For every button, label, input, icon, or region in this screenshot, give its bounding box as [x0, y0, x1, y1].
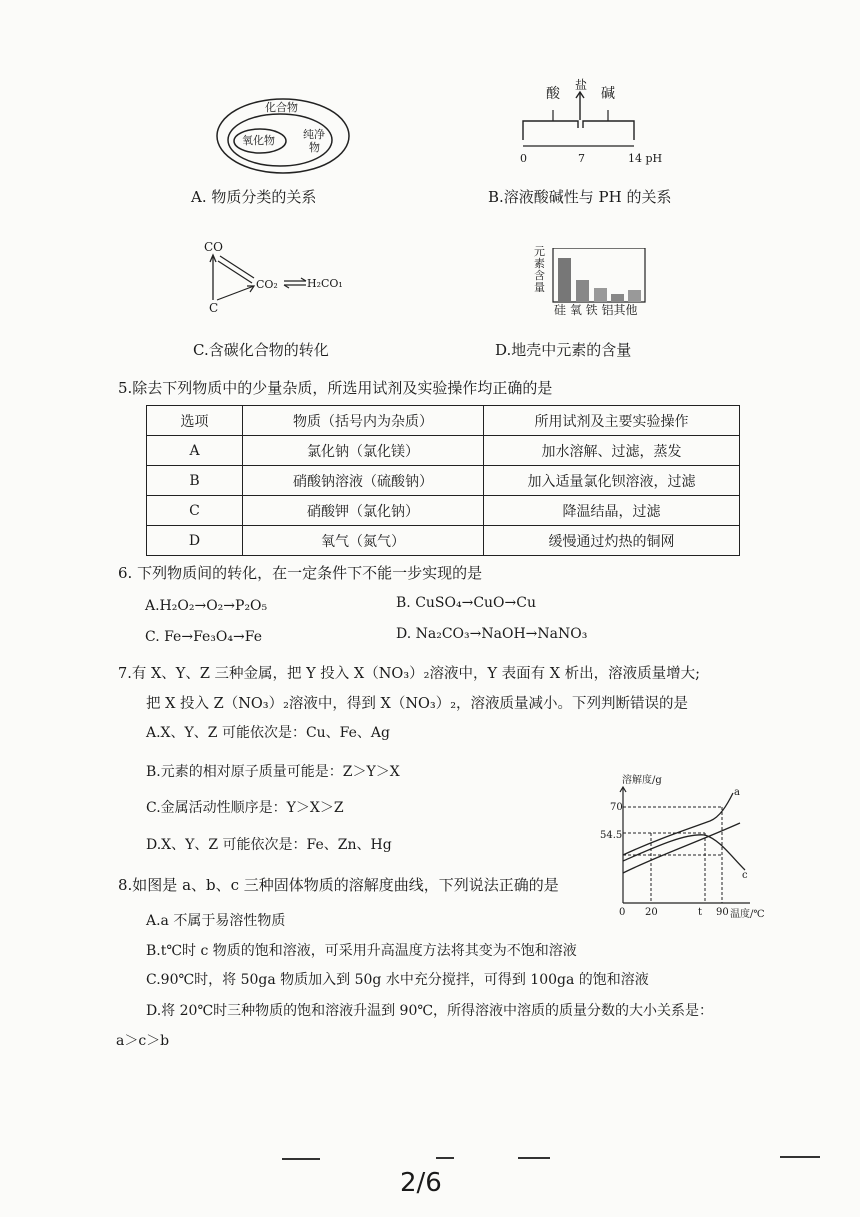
tick-xt: t: [698, 907, 703, 918]
q6-stem: 6. 下列物质间的转化，在一定条件下不能一步实现的是: [118, 564, 483, 582]
label-pure-b: 物: [309, 141, 320, 154]
graph-y-label: 溶解度/g: [622, 775, 662, 786]
tick-14: 14 pH: [628, 152, 663, 165]
table-row: [147, 466, 740, 496]
graph-x-label: 温度/℃: [730, 909, 765, 920]
label-pure-a: 纯净: [303, 128, 325, 141]
solubility-curves: [615, 785, 755, 910]
q7-option-c: C.金属活动性顺序是：Y＞X＞Z: [146, 800, 344, 816]
page-number: 2/6: [400, 1168, 442, 1198]
cell: 加水溶解、过滤，蒸发: [484, 436, 740, 466]
ph-bracket-diagram: [518, 90, 648, 152]
q7-option-b: B.元素的相对原子质量可能是：Z＞Y＞X: [146, 764, 400, 780]
cell: 氯化钠（氯化镁）: [243, 436, 484, 466]
label-co: CO: [204, 240, 224, 254]
q8-stem: 8.如图是 a、b、c 三种固体物质的溶解度曲线，下列说法正确的是: [118, 876, 559, 894]
footer-dash: [780, 1156, 820, 1158]
q5-table: [146, 405, 740, 556]
q6-option-c: C. Fe→Fe₃O₄→Fe: [145, 629, 262, 645]
label-base: 碱: [601, 86, 615, 102]
q7-option-d: D.X、Y、Z 可能依次是：Fe、Zn、Hg: [146, 837, 392, 853]
cell: B: [147, 466, 243, 496]
footer-dash: [282, 1158, 320, 1160]
cell: D: [147, 526, 243, 556]
table-row: [147, 526, 740, 556]
label-h2co3: H₂CO₁: [307, 277, 343, 290]
cell: C: [147, 496, 243, 526]
tick-54-5: 54.5: [600, 830, 623, 841]
tick-x20: 20: [645, 907, 658, 918]
header-cell: 选项: [147, 406, 243, 436]
x-axis-labels: 硅 氧 铁 铝其他: [554, 303, 638, 317]
cell: 缓慢通过灼热的铜网: [484, 526, 740, 556]
tick-0: 0: [520, 152, 527, 165]
q8-option-c: C.90℃时，将 50ga 物质加入到 50g 水中充分搅拌，可得到 100ga 的饱和溶液: [146, 972, 649, 988]
cell: 氧气（氮气）: [243, 526, 484, 556]
cell: 降温结晶，过滤: [484, 496, 740, 526]
q8-option-d-line2: a＞c＞b: [116, 1033, 170, 1049]
cell: 硝酸钠溶液（硫酸钠）: [243, 466, 484, 496]
q8-option-b: B.t℃时 c 物质的饱和溶液，可采用升高温度方法将其变为不饱和溶液: [146, 943, 577, 959]
q8-option-d-line1: D.将 20℃时三种物质的饱和溶液升温到 90℃，所得溶液中溶质的质量分数的大小关系是：: [146, 1003, 714, 1019]
label-c: C: [209, 301, 219, 315]
carbon-arrows: [200, 250, 310, 310]
q5-stem: 5.除去下列物质中的少量杂质，所选用试剂及实验操作均正确的是: [118, 379, 553, 397]
q7-stem-line2: 把 X 投入 Z（NO₃）₂溶液中，得到 X（NO₃）₂，溶液质量减小。下列判断错误的是: [146, 696, 689, 712]
q7-option-a: A.X、Y、Z 可能依次是：Cu、Fe、Ag: [146, 725, 390, 741]
header-cell: 所用试剂及主要实验操作: [484, 406, 740, 436]
label-compound: 化合物: [265, 101, 298, 114]
tick-70: 70: [610, 802, 623, 813]
cell: 硝酸钾（氯化钠）: [243, 496, 484, 526]
y-label-char: 含: [534, 269, 545, 282]
caption-c: C.含碳化合物的转化: [193, 341, 329, 359]
y-axis-label: [534, 246, 548, 294]
q8-option-a: A.a 不属于易溶性物质: [146, 913, 286, 929]
tick-7: 7: [578, 152, 585, 165]
cell: A: [147, 436, 243, 466]
label-salt: 盐: [575, 78, 588, 92]
q6-option-a: A.H₂O₂→O₂→P₂O₅: [145, 598, 268, 614]
q6-option-d: D. Na₂CO₃→NaOH→NaNO₃: [396, 626, 588, 642]
table-row: [147, 436, 740, 466]
crust-bar-chart: [552, 248, 647, 304]
y-label-char: 素: [534, 257, 545, 270]
table-header-row: [147, 406, 740, 436]
q7-stem-line1: 7.有 X、Y、Z 三种金属，把 Y 投入 X（NO₃）₂溶液中，Y 表面有 X 析出，溶液质量增大;: [118, 666, 701, 682]
label-oxide: 氧化物: [242, 134, 275, 147]
caption-b: B.溶液酸碱性与 PH 的关系: [488, 188, 672, 206]
label-co2: CO₂: [256, 278, 278, 291]
tick-x90: 90: [716, 907, 729, 918]
q6-option-b: B. CuSO₄→CuO→Cu: [396, 595, 536, 611]
curve-label-c: c: [742, 870, 748, 881]
y-label-char: 量: [534, 281, 545, 294]
curve-label-a: a: [734, 787, 740, 798]
label-acid: 酸: [546, 86, 560, 102]
table-row: [147, 496, 740, 526]
footer-dash: [436, 1157, 454, 1159]
caption-d: D.地壳中元素的含量: [495, 341, 632, 359]
footer-dash: [518, 1157, 550, 1159]
tick-x0: 0: [619, 907, 626, 918]
y-label-char: 元: [534, 245, 545, 258]
caption-a: A. 物质分类的关系: [191, 188, 317, 206]
header-cell: 物质（括号内为杂质）: [243, 406, 484, 436]
cell: 加入适量氯化钡溶液，过滤: [484, 466, 740, 496]
